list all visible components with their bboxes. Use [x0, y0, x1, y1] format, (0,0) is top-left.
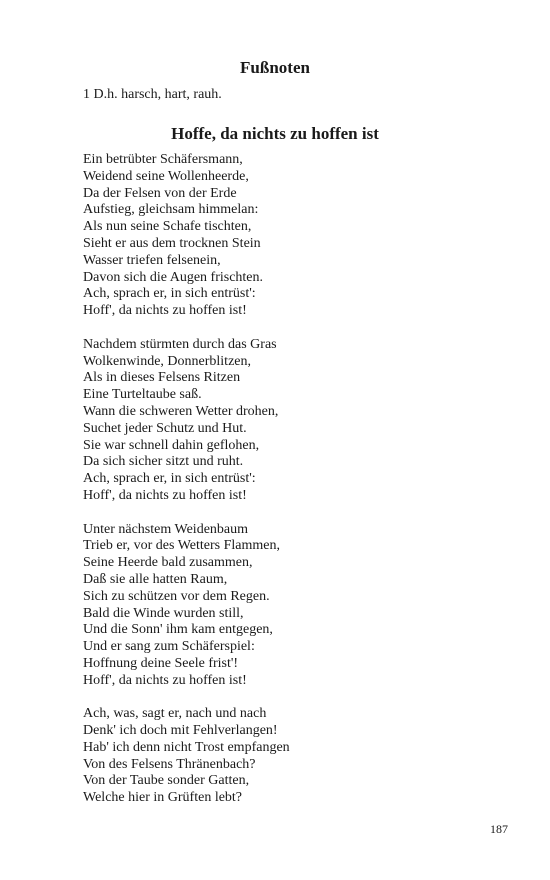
poem-line: Da der Felsen von der Erde	[83, 185, 237, 201]
poem-line: Sie war schnell dahin geflohen,	[83, 437, 260, 453]
footnotes-heading: Fußnoten	[240, 58, 310, 77]
poem-line: Und die Sonn' ihm kam entgegen,	[83, 622, 273, 638]
poem-line: Wolkenwinde, Donnerblitzen,	[83, 353, 251, 369]
poem-line: Wasser triefen felsenein,	[83, 252, 221, 268]
poem-line: Als in dieses Felsens Ritzen	[83, 370, 241, 386]
poem-line: Daß sie alle hatten Raum,	[83, 571, 228, 587]
poem-line: Welche hier in Grüften lebt?	[83, 790, 243, 806]
poem-line: Ein betrübter Schäfersmann,	[83, 152, 243, 167]
poem-line: Hoff', da nichts zu hoffen ist!	[83, 487, 247, 503]
poem-line: Trieb er, vor des Wetters Flammen,	[83, 538, 281, 554]
poem-line: Da sich sicher sitzt und ruht.	[83, 454, 244, 470]
stanza	[83, 706, 523, 807]
poem-line: Hoff', da nichts zu hoffen ist!	[83, 672, 247, 688]
poem-line: Davon sich die Augen frischten.	[83, 269, 264, 285]
poem-line: Aufstieg, gleichsam himmelan:	[83, 202, 259, 218]
poem-line: Wann die schweren Wetter drohen,	[83, 403, 279, 419]
stanza	[83, 337, 523, 505]
poem-body	[83, 152, 523, 824]
poem-line: Unter nächstem Weidenbaum	[83, 521, 249, 537]
poem-line: Ach, sprach er, in sich entrüst':	[83, 471, 256, 487]
poem-line: Von des Felsens Thränenbach?	[83, 756, 256, 772]
poem-line: Hab' ich denn nicht Trost empfangen	[83, 739, 290, 755]
poem-line: Hoff', da nichts zu hoffen ist!	[83, 303, 247, 319]
poem-line: Als nun seine Schafe tischten,	[83, 219, 252, 235]
poem-line: Sich zu schützen vor dem Regen.	[83, 588, 270, 604]
poem-line: Seine Heerde bald zusammen,	[83, 555, 253, 571]
poem-line: Von der Taube sonder Gatten,	[83, 773, 250, 789]
poem-line: Ach, was, sagt er, nach und nach	[83, 706, 267, 722]
stanza	[83, 152, 523, 320]
poem-line: Suchet jeder Schutz und Hut.	[83, 420, 247, 436]
poem-line: Nachdem stürmten durch das Gras	[83, 336, 277, 352]
poem-line: Bald die Winde wurden still,	[83, 605, 244, 621]
stanza	[83, 522, 523, 690]
poem-line: Eine Turteltaube saß.	[83, 387, 202, 403]
page-number: 187	[490, 822, 508, 836]
poem-line: Sieht er aus dem trocknen Stein	[83, 235, 261, 251]
poem-line: Ach, sprach er, in sich entrüst':	[83, 286, 256, 302]
poem-line: Und er sang zum Schäferspiel:	[83, 639, 255, 655]
footnote-1: 1 D.h. harsch, hart, rauh.	[83, 87, 222, 102]
poem-line: Denk' ich doch mit Fehlverlangen!	[83, 723, 278, 739]
poem-line: Weidend seine Wollenheerde,	[83, 168, 249, 184]
poem-line: Hoffnung deine Seele frist'!	[83, 655, 239, 671]
poem-title: Hoffe, da nichts zu hoffen ist	[171, 124, 379, 143]
